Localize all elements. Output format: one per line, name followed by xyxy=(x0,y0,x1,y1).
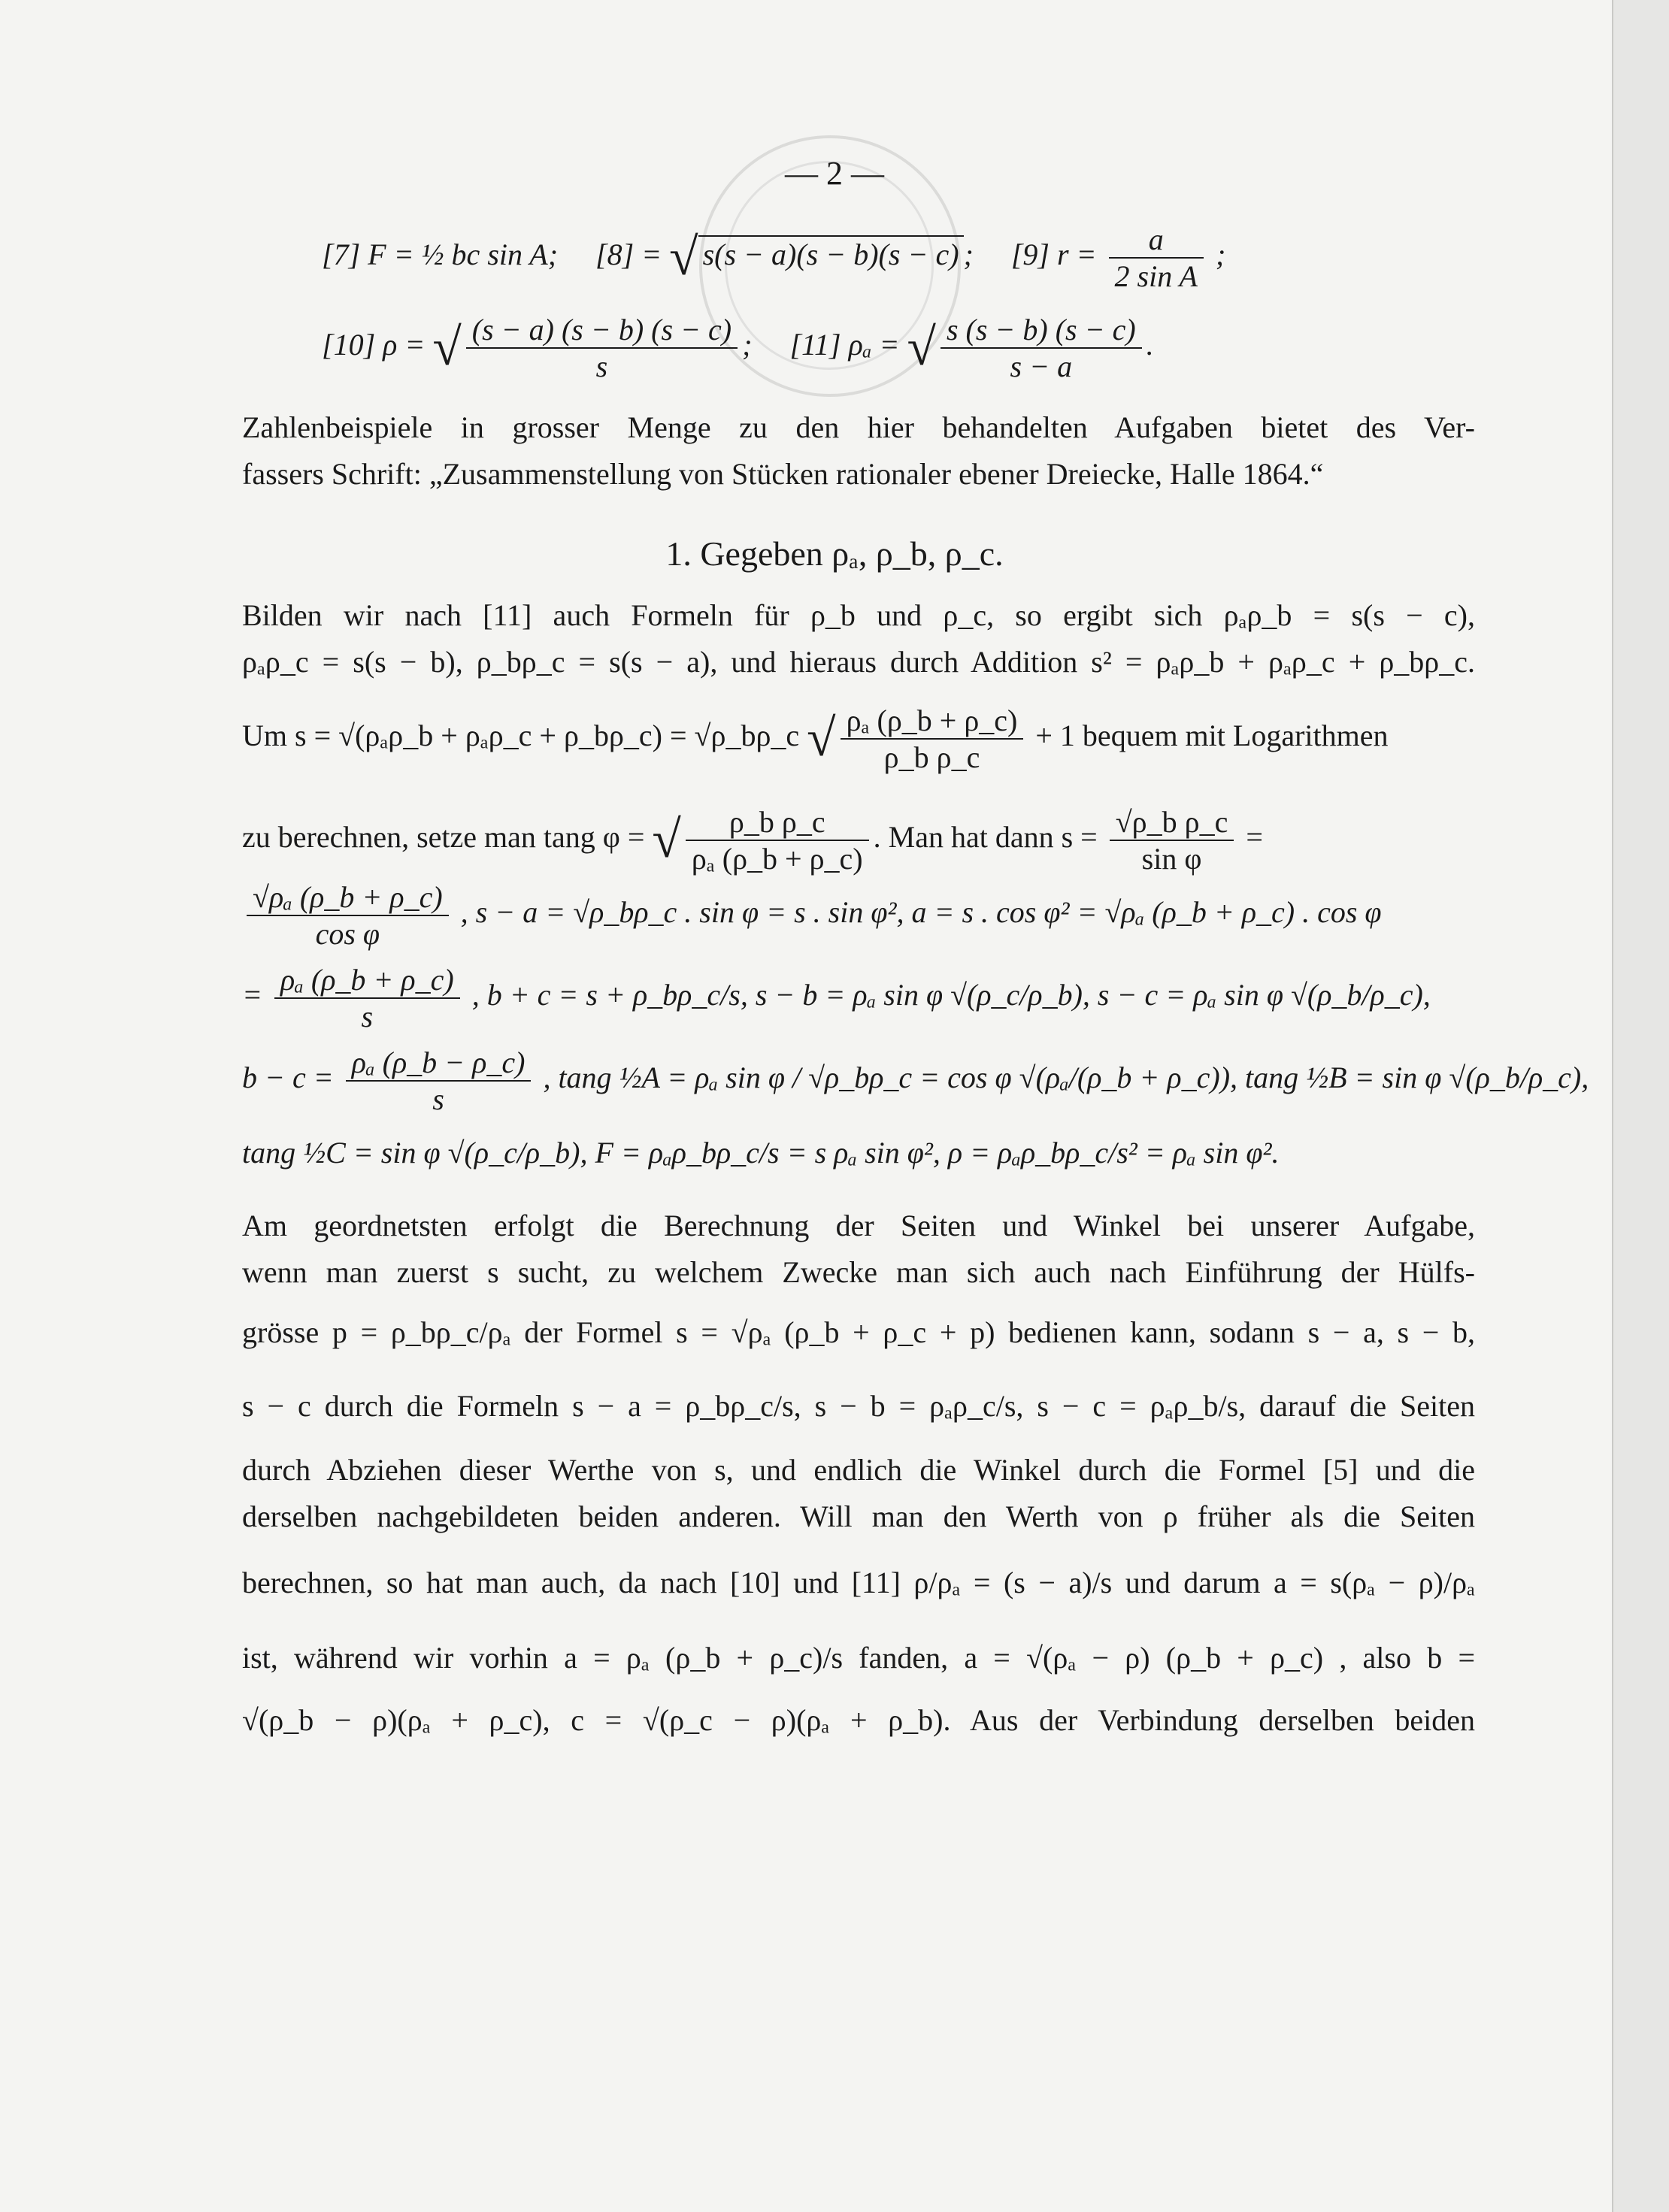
root-sign: √ xyxy=(669,228,698,286)
section-heading: 1. Gegeben ρₐ, ρ_b, ρ_c. xyxy=(665,534,1004,573)
formula-line-b-minus-c: b − c = $\frac{\text{ρₐ (ρ\_b − ρ\_c)}}{s}$ , tang ½A = ρₐ sin φ / √ρ_bρ_c = cos φ √(ρₐ/(ρ_b + ρ_c)), tang ½B = sin φ √(ρ_b/ρ_c), xyxy=(242,1045,1589,1116)
body-line: derselben nachgebildeten beiden anderen. Will man den Werth von ρ früher als die Seiten xyxy=(242,1499,1476,1533)
body-line: √(ρ_b − ρ)(ρₐ + ρ_c), c = √(ρ_c − ρ)(ρₐ + ρ_b). Aus der Verbindung derselben beiden xyxy=(242,1703,1475,1737)
formula-line-10-11: [10] ρ = √ $\frac{(s - a) (s - b) (s - c)}{s}$ ; [11] ρₐ = √ $\frac{s (s - b) (s - c)}{s - a}$ . xyxy=(322,313,1154,383)
body-line: Am geordnetsten erfolgt die Berechnung der Seiten und Winkel bei unserer Aufgabe, xyxy=(242,1209,1475,1242)
body-line: s − c durch die Formeln s − a = ρ_bρ_c/s, s − b = ρₐρ_c/s, s − c = ρₐρ_b/s, darauf die Seiten xyxy=(242,1389,1475,1423)
formula-line-s-minus-a: $\frac{\text{√ρₐ (ρ\_b + ρ\_c)}}{\text{cos φ}}$ , s − a = √ρ_bρ_c . sin φ = s . sin φ², a = s . cos φ² = √ρₐ (ρ_b + ρ_c) . cos φ xyxy=(242,879,1669,952)
body-line: ρₐρ_c = s(s − b), ρ_bρ_c = s(s − a), und hieraus durch Addition s² = ρₐρ_b + ρₐρ_c + ρ_bρ_c. xyxy=(242,645,1475,679)
body-line: wenn man zuerst s sucht, zu welchem Zwecke man sich auch nach Einführung der Hülfs- xyxy=(242,1255,1475,1289)
formula-line-tang-c: tang ½C = sin φ √(ρ_c/ρ_b), F = ρₐρ_bρ_c/s = s ρₐ sin φ², ρ = ρₐρ_bρ_c/s² = ρₐ sin φ². xyxy=(242,1136,1280,1170)
formula-line-um-s: Um s = √(ρₐρ_b + ρₐρ_c + ρ_bρ_c) = √ρ_bρ_c √ $\frac{\text{ρₐ (ρ\_b + ρ\_c)}}{\text{ρ\_b ρ\_c}}$ + 1 bequem mit Logarithmen xyxy=(242,704,1389,774)
fraction: $\frac{(s - a) (s - b) (s - c)}{s}$ xyxy=(466,312,738,384)
intro-paragraph-line-1: Zahlenbeispiele in grosser Menge zu den hier behandelten Aufgaben bietet des Ver- xyxy=(242,410,1475,444)
body-line: berechnen, so hat man auch, da nach [10] und [11] ρ/ρₐ = (s − a)/s und darum a = s(ρₐ − ρ)/ρₐ xyxy=(242,1566,1475,1599)
fraction: $\frac{a}{\text{2 sin A}}$ xyxy=(1109,222,1204,294)
page-number: — 2 — xyxy=(785,155,884,192)
body-line: ist, während wir vorhin a = ρₐ (ρ_b + ρ_c)/s fanden, a = √(ρₐ − ρ) (ρ_b + ρ_c) , also b = xyxy=(242,1641,1475,1675)
formula-line-7-9: [7] F = ½ bc sin A; [8] = √ s(s − a)(s − b)(s − c) ; [9] r = $\frac{a}{\text{2 sin A}}$ ; xyxy=(322,222,1226,293)
intro-paragraph-line-2: fassers Schrift: „Zusammenstellung von Stücken rationaler ebener Dreiecke, Halle 1864.“ xyxy=(242,457,1324,491)
formula-line-tang: zu berechnen, setze man tang φ = √ $\frac{\text{ρ\_b ρ\_c}}{\text{ρₐ (ρ\_b + ρ\_c)}}$ . Man hat dann s = $\frac{\text{√ρ\_b ρ\_c}}{\text{sin φ}}$ = xyxy=(242,805,1263,876)
body-line: Bilden wir nach [11] auch Formeln für ρ_b und ρ_c, so ergibt sich ρₐρ_b = s(s − c), xyxy=(242,598,1475,632)
fraction: $\frac{s (s - b) (s - c)}{s - a}$ xyxy=(941,312,1142,384)
formula-line-b-plus-c: = $\frac{\text{ρₐ (ρ\_b + ρ\_c)}}{s}$ , b + c = s + ρ_bρ_c/s, s − b = ρₐ sin φ √(ρ_c/ρ_b), s − c = ρₐ sin φ √(ρ_b/ρ_c), xyxy=(242,963,1431,1033)
body-line: grösse p = ρ_bρ_c/ρₐ der Formel s = √ρₐ (ρ_b + ρ_c + p) bedienen kann, sodann s − a, s − b, xyxy=(242,1315,1475,1349)
body-line: durch Abziehen dieser Werthe von s, und endlich die Winkel durch die Formel [5] und die xyxy=(242,1453,1475,1487)
